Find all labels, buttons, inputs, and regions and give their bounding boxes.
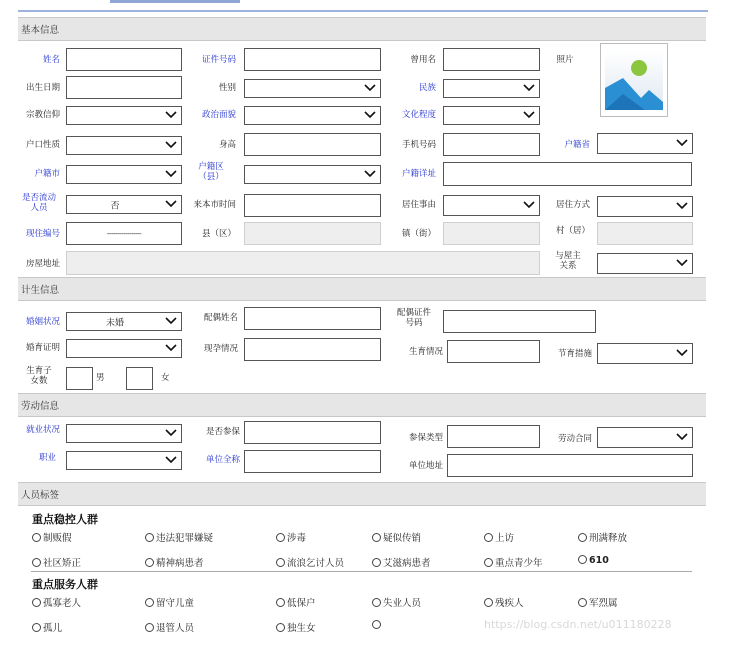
spouse-id-label: 配偶证件 号码 — [396, 308, 431, 328]
hukou-province-label: 户籍省 — [564, 140, 590, 150]
chevron-down-icon — [676, 202, 688, 210]
marriage-cert-select[interactable] — [66, 339, 182, 358]
photo-placeholder[interactable] — [600, 43, 668, 117]
house-address-input — [66, 251, 540, 275]
chevron-down-icon — [364, 111, 376, 119]
radio-icon — [484, 533, 493, 542]
section-title: 基本信息 — [21, 25, 60, 36]
chevron-down-icon — [364, 170, 376, 178]
radio-icon — [578, 555, 587, 564]
arrival-time-label: 来本市时间 — [193, 200, 236, 210]
marriage-cert-label: 婚育证明 — [25, 343, 60, 353]
town-input — [443, 222, 540, 245]
radio-icon — [32, 533, 41, 542]
hukou-district-label: 户籍区 （县） — [198, 162, 224, 182]
section-header-labor — [18, 393, 706, 417]
birth-status-label: 生育情况 — [408, 347, 443, 357]
chevron-down-icon — [165, 200, 177, 208]
group-divider — [31, 571, 692, 572]
residence-reason-label: 居住事由 — [401, 200, 436, 210]
floating-select[interactable] — [66, 195, 182, 214]
radio-option[interactable]: 退管人员 — [145, 620, 194, 634]
marital-label: 婚姻状况 — [25, 317, 60, 327]
radio-icon — [372, 558, 381, 567]
radio-icon — [372, 620, 381, 629]
radio-option[interactable]: 残疾人 — [484, 595, 524, 609]
employer-label: 单位全称 — [205, 455, 240, 465]
contraception-select[interactable] — [597, 343, 693, 364]
radio-option[interactable]: 610 — [578, 555, 609, 566]
town-label: 镇（街） — [401, 229, 436, 239]
radio-icon — [145, 623, 154, 632]
phone-label: 手机号码 — [401, 140, 436, 150]
labor-contract-label: 劳动合同 — [557, 434, 592, 444]
radio-option[interactable]: 疑似传销 — [372, 530, 421, 544]
phone-input[interactable] — [443, 133, 540, 156]
radio-icon — [32, 623, 41, 632]
top-accent-line — [110, 0, 240, 3]
ethnicity-select[interactable] — [443, 79, 540, 98]
female-label: 女 — [161, 373, 170, 383]
section-header-tags — [18, 482, 706, 506]
education-label: 文化程度 — [401, 110, 436, 120]
chevron-down-icon — [165, 141, 177, 149]
chevron-down-icon — [165, 429, 177, 437]
insured-input[interactable] — [244, 421, 381, 444]
former-name-label: 曾用名 — [410, 55, 436, 65]
political-status-label: 政治面貌 — [201, 110, 236, 120]
section-title: 人员标签 — [21, 490, 60, 501]
household-type-label: 户口性质 — [25, 140, 60, 150]
radio-option[interactable]: 上访 — [484, 530, 514, 544]
birth-date-label: 出生日期 — [25, 83, 60, 93]
radio-icon — [372, 533, 381, 542]
group-title-stability: 重点稳控人群 — [32, 513, 98, 526]
chevron-down-icon — [165, 111, 177, 119]
residence-reason-select[interactable] — [443, 195, 540, 216]
chevron-down-icon — [676, 139, 688, 147]
radio-icon — [145, 598, 154, 607]
hukou-detail-input[interactable] — [443, 162, 692, 186]
hukou-city-select[interactable] — [66, 165, 182, 184]
radio-icon — [276, 598, 285, 607]
radio-option[interactable]: 刑满释放 — [578, 530, 627, 544]
marital-select[interactable] — [66, 312, 182, 331]
spouse-name-input[interactable] — [244, 307, 381, 330]
arrival-time-input[interactable] — [244, 194, 381, 217]
ethnicity-label: 民族 — [418, 83, 436, 93]
employer-address-label: 单位地址 — [408, 461, 443, 471]
section-title: 计生信息 — [21, 285, 60, 296]
name-input[interactable] — [66, 48, 182, 71]
id-number-label: 证件号码 — [201, 55, 236, 65]
household-type-select[interactable] — [66, 136, 182, 155]
radio-icon — [32, 598, 41, 607]
watermark: https://blog.csdn.net/u011180228 — [484, 618, 672, 631]
height-label: 身高 — [218, 140, 236, 150]
radio-option[interactable]: 重点青少年 — [484, 555, 543, 569]
insurance-type-input[interactable] — [447, 425, 540, 448]
relation-select[interactable] — [597, 253, 693, 274]
radio-option[interactable]: 违法犯罪嫌疑 — [145, 530, 213, 544]
labor-contract-select[interactable] — [597, 427, 693, 448]
marital-value: 未婚 — [105, 318, 124, 328]
radio-option[interactable]: 留守儿童 — [145, 595, 194, 609]
radio-icon — [372, 598, 381, 607]
hukou-district-select[interactable] — [244, 165, 381, 184]
insured-label: 是否参保 — [205, 427, 240, 437]
hukou-detail-label: 户籍详址 — [401, 169, 436, 179]
spouse-id-input[interactable] — [443, 310, 596, 333]
radio-option[interactable]: 失业人员 — [372, 595, 421, 609]
village-input — [597, 222, 693, 245]
chevron-down-icon — [676, 433, 688, 441]
house-address-label: 房屋地址 — [25, 259, 60, 269]
religion-select[interactable] — [66, 106, 182, 125]
section-title: 劳动信息 — [21, 401, 60, 412]
floating-label: 是否流动 人员 — [21, 193, 56, 213]
chevron-down-icon — [165, 344, 177, 352]
county-input — [244, 222, 381, 245]
employment-label: 就业状况 — [25, 425, 60, 435]
group-title-service: 重点服务人群 — [32, 578, 98, 591]
radio-option[interactable]: 流浪乞讨人员 — [276, 555, 344, 569]
birth-date-input[interactable] — [66, 76, 182, 99]
contraception-label: 节育措施 — [557, 349, 592, 359]
radio-option[interactable]: 精神病患者 — [145, 555, 204, 569]
village-label: 村（居） — [555, 226, 590, 236]
radio-option[interactable]: 制贩假 — [32, 530, 72, 544]
radio-icon — [32, 558, 41, 567]
male-count-input[interactable] — [66, 367, 93, 390]
gender-select[interactable] — [244, 79, 381, 98]
radio-icon — [276, 623, 285, 632]
radio-option[interactable]: 孤寡老人 — [32, 595, 81, 609]
chevron-down-icon — [523, 84, 535, 92]
employer-input[interactable] — [244, 450, 381, 473]
current-code-input[interactable] — [66, 222, 182, 245]
residence-mode-select[interactable] — [597, 196, 693, 217]
education-select[interactable] — [443, 106, 540, 125]
gender-label: 性别 — [218, 83, 236, 93]
occupation-select[interactable] — [66, 451, 182, 470]
chevron-down-icon — [676, 349, 688, 357]
radio-icon — [145, 533, 154, 542]
pregnancy-input[interactable] — [244, 338, 381, 361]
current-code-label: 现住编号 — [25, 229, 60, 239]
occupation-label: 职业 — [38, 453, 56, 463]
hukou-city-label: 户籍市 — [34, 169, 60, 179]
radio-option[interactable]: 军烈属 — [578, 595, 618, 609]
name-label: 姓名 — [42, 55, 60, 65]
radio-option[interactable]: 孤儿 — [32, 620, 62, 634]
radio-icon — [484, 558, 493, 567]
radio-icon — [276, 533, 285, 542]
political-status-select[interactable] — [244, 106, 381, 125]
children-label: 生育子 女数 — [26, 366, 52, 386]
chevron-down-icon — [523, 201, 535, 209]
section-header-planning — [18, 277, 706, 301]
radio-icon — [276, 558, 285, 567]
former-name-input[interactable] — [443, 48, 540, 71]
form-top-border — [18, 10, 708, 12]
radio-icon — [145, 558, 154, 567]
radio-icon — [578, 533, 587, 542]
county-label: 县（区） — [201, 229, 236, 239]
chevron-down-icon — [165, 317, 177, 325]
radio-option[interactable]: 低保户 — [276, 595, 316, 609]
chevron-down-icon — [364, 84, 376, 92]
employer-address-input[interactable] — [447, 454, 693, 477]
radio-option[interactable]: 涉毒 — [276, 530, 306, 544]
photo-label: 照片 — [556, 55, 574, 65]
birth-status-input[interactable] — [447, 340, 540, 363]
female-count-input[interactable] — [126, 367, 153, 390]
pregnancy-label: 现孕情况 — [203, 344, 238, 354]
spouse-name-label: 配偶姓名 — [203, 313, 238, 323]
male-label: 男 — [96, 373, 105, 383]
id-number-input[interactable] — [244, 48, 381, 71]
radio-option[interactable]: 独生女 — [276, 620, 316, 634]
image-icon — [601, 44, 667, 116]
radio-option[interactable]: 艾滋病患者 — [372, 555, 431, 569]
section-header-basic — [18, 17, 706, 41]
chevron-down-icon — [165, 170, 177, 178]
hukou-province-select[interactable] — [597, 133, 693, 154]
radio-icon — [578, 598, 587, 607]
radio-option[interactable] — [372, 620, 383, 631]
employment-select[interactable] — [66, 424, 182, 443]
radio-icon — [484, 598, 493, 607]
radio-option[interactable]: 社区矫正 — [32, 555, 81, 569]
religion-label: 宗教信仰 — [25, 110, 60, 120]
height-input[interactable] — [244, 133, 381, 156]
current-code-value: ----------------- — [106, 229, 142, 238]
floating-value: 否 — [110, 201, 120, 211]
chevron-down-icon — [165, 456, 177, 464]
insurance-type-label: 参保类型 — [408, 433, 443, 443]
chevron-down-icon — [523, 111, 535, 119]
relation-label: 与屋主 关系 — [555, 251, 581, 271]
residence-mode-label: 居住方式 — [555, 200, 590, 210]
chevron-down-icon — [676, 259, 688, 267]
